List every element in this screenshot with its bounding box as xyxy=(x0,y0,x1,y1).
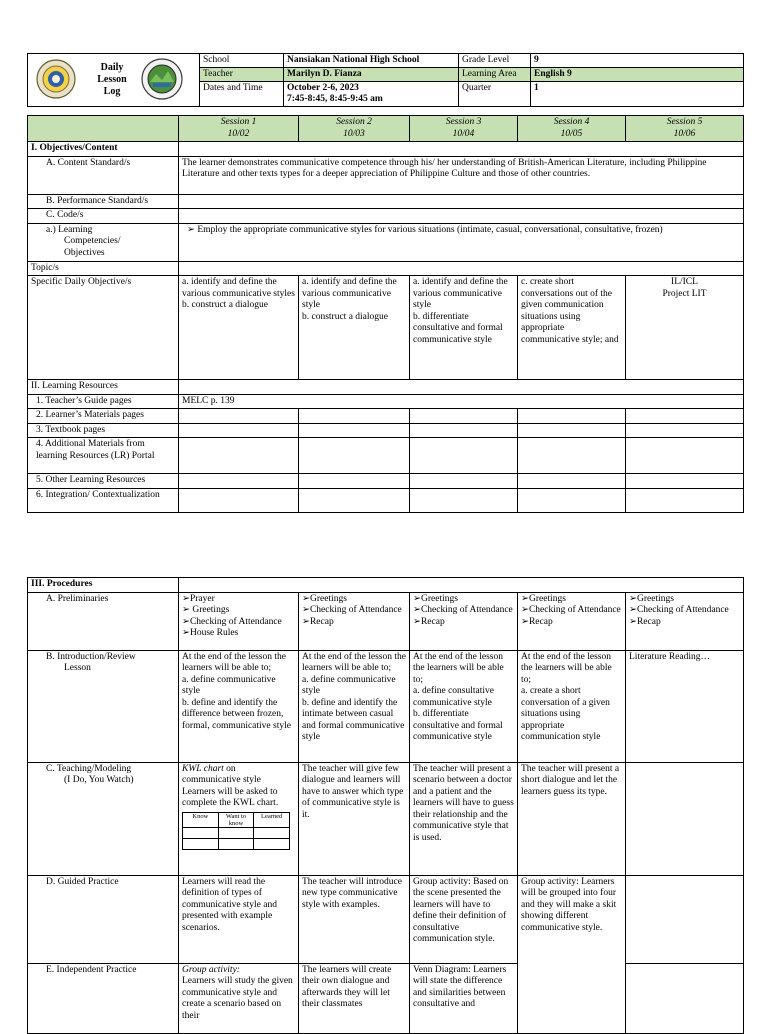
topics-label: Topic/s xyxy=(28,261,179,276)
independent-s3: Venn Diagram: Learners will state the difference and similarities between consultative and xyxy=(410,963,518,1033)
session-5-header: Session 5 10/06 xyxy=(626,116,744,142)
specific-objective-s4: c. create short conversations out of the given communication situations using appropriate communicative style; and xyxy=(518,276,626,380)
introduction-s3: At the end of the lesson the learners will be able to; a. define consultative communicative style b. differentiate consultative and formal communicative style xyxy=(410,650,518,762)
school-value: Nansiakan National High School xyxy=(284,54,459,68)
specific-objective-s1: a. identify and define the various communicative styles b. construct a dialogue xyxy=(179,276,299,380)
kwl-learned-header: Learned xyxy=(254,812,290,827)
dates-time-label: Dates and Time xyxy=(200,82,284,107)
procedures-heading: III. Procedures xyxy=(28,578,179,593)
specific-objective-s5: IL/ICL Project LIT xyxy=(626,276,744,380)
guided-s3: Group activity: Based on the scene presented the learners will have to define their definition of consultative communication style. xyxy=(410,875,518,963)
teaching-s1: KWL chart on communicative style Learners will be asked to complete the KWL chart. Know Want to know Learned xyxy=(179,762,299,875)
quarter-value: 1 xyxy=(531,82,744,107)
independent-s1: Group activity: Learners will study the given communicative style and create a scenario based on their xyxy=(179,963,299,1033)
resource-integration-label: 6. Integration/ Contextualization xyxy=(28,488,179,512)
introduction-s4: At the end of the lesson the learners will be able to; a. create a short conversation of a given situations using appropriate communication style xyxy=(518,650,626,762)
preliminaries-s1: ➢Prayer ➢ Greetings ➢Checking of Attendance ➢House Rules xyxy=(179,592,299,650)
kwl-chart xyxy=(182,812,290,850)
preliminaries-s5: ➢Greetings ➢Checking of Attendance ➢Recap xyxy=(626,592,744,650)
objectives-heading: I. Objectives/Content xyxy=(28,142,179,157)
session-2-header: Session 2 10/03 xyxy=(299,116,410,142)
learning-area-value: English 9 xyxy=(531,68,744,82)
daily-lesson-log-title: Daily Lesson Log xyxy=(28,54,200,107)
preliminaries-label: A. Preliminaries xyxy=(28,592,179,650)
procedures-table xyxy=(27,577,744,1034)
independent-s2: The learners will create their own dialogue and afterwards they will let their classmates xyxy=(299,963,410,1033)
teacher-label: Teacher xyxy=(200,68,284,82)
competencies-text: ➢ Employ the appropriate communicative styles for various situations (intimate, casual, conversational, consultative, frozen) xyxy=(179,223,744,261)
grade-level-label: Grade Level xyxy=(459,54,531,68)
teaching-s3: The teacher will present a scenario between a doctor and a patient and the learners will have to guess their relationship and the communicative style that is used. xyxy=(410,762,518,875)
teaching-label: C. Teaching/Modeling (I Do, You Watch) xyxy=(28,762,179,875)
guided-s4: Group activity: Learners will be grouped into four and they will make a skit showing different communicative style. xyxy=(518,875,626,1033)
codes-label: C. Code/s xyxy=(28,209,179,224)
preliminaries-s3: ➢Greetings ➢Checking of Attendance ➢Recap xyxy=(410,592,518,650)
kwl-want-header: Want to know xyxy=(218,812,254,827)
kwl-know-header: Know xyxy=(183,812,219,827)
introduction-s5: Literature Reading… xyxy=(626,650,744,762)
guided-practice-label: D. Guided Practice xyxy=(28,875,179,963)
teacher-value: Marilyn D. Fianza xyxy=(284,68,459,82)
dates-time-value: October 2-6, 2023 7:45-8:45, 8:45-9:45 am xyxy=(284,82,459,107)
introduction-s2: At the end of the lesson the learners will be able to; a. define communicative style b. define and identify the intimate between casual and formal communicative style xyxy=(299,650,410,762)
specific-objectives-label: Specific Daily Objective/s xyxy=(28,276,179,380)
teaching-s2: The teacher will give few dialogue and learners will have to answer which type of communicative style is it. xyxy=(299,762,410,875)
resource-other-label: 5. Other Learning Resources xyxy=(28,474,179,489)
content-standard-text: The learner demonstrates communicative competence through his/ her understanding of British-American Literature, including Philippine Literature and other texts types for a deeper appreciation of Philippine Culture and those of other countries. xyxy=(179,156,744,194)
resource-lm-label: 2. Learner’s Materials pages xyxy=(28,409,179,424)
resource-textbook-label: 3. Textbook pages xyxy=(28,423,179,438)
introduction-label: B. Introduction/Review Lesson xyxy=(28,650,179,762)
learning-area-label: Learning Area xyxy=(459,68,531,82)
session-4-header: Session 4 10/05 xyxy=(518,116,626,142)
guided-s2: The teacher will introduce new type communicative style with examples. xyxy=(299,875,410,963)
specific-objective-s3: a. identify and define the various communicative style b. differentiate consultative and formal communicative style xyxy=(410,276,518,380)
objectives-resources-table xyxy=(27,115,744,513)
sessions-header-row xyxy=(28,116,744,142)
session-1-header: Session 1 10/02 xyxy=(179,116,299,142)
specific-objective-s2: a. identify and define the various communicative style b. construct a dialogue xyxy=(299,276,410,380)
quarter-label: Quarter xyxy=(459,82,531,107)
resource-additional-label: 4. Additional Materials from learning Resources (LR) Portal xyxy=(28,438,179,474)
resource-tg-label: 1. Teacher’s Guide pages xyxy=(28,394,179,409)
independent-practice-label: E. Independent Practice xyxy=(28,963,179,1033)
resource-tg-value: MELC p. 139 xyxy=(179,394,744,409)
school-label: School xyxy=(200,54,284,68)
header-table xyxy=(27,53,744,107)
guided-s1: Learners will read the definition of types of communicative style and presented with example scenarios. xyxy=(179,875,299,963)
session-3-header: Session 3 10/04 xyxy=(410,116,518,142)
content-standard-label: A. Content Standard/s xyxy=(28,156,179,194)
performance-standard-label: B. Performance Standard/s xyxy=(28,194,179,209)
competencies-label: a.) Learning Competencies/ Objectives xyxy=(28,223,179,261)
introduction-s1: At the end of the lesson the learners will be able to; a. define communicative style b. define and identify the difference between frozen, formal, communicative style xyxy=(179,650,299,762)
resources-heading: II. Learning Resources xyxy=(28,380,179,395)
preliminaries-s4: ➢Greetings ➢Checking of Attendance ➢Recap xyxy=(518,592,626,650)
teaching-s4: The teacher will present a short dialogue and let the learners guess its type. xyxy=(518,762,626,875)
preliminaries-s2: ➢Greetings ➢Checking of Attendance ➢Recap xyxy=(299,592,410,650)
grade-level-value: 9 xyxy=(531,54,744,68)
